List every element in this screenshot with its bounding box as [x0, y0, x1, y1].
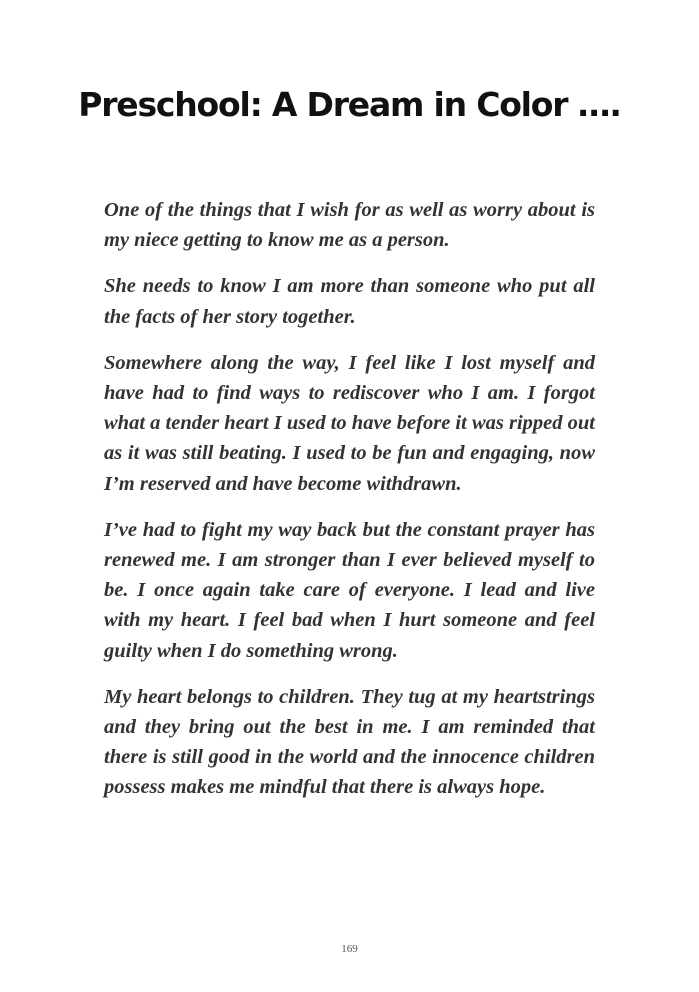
chapter-title: Preschool: A Dream in Color ….	[78, 85, 621, 124]
paragraph-1: One of the things that I wish for as well as worry about is my niece getting to know me as a person.	[104, 199, 595, 252]
paragraph-4: I’ve had to fight my way back but the constant prayer has renewed me. I am stronger than I ever believed myself to be. I once again take care of everyone. I lead and live with my heart. I feel bad when I hurt someone and feel guilty when I do something wrong.	[104, 518, 595, 662]
page-number: 169	[341, 943, 358, 955]
paragraph-2: She needs to know I am more than someone who put all the facts of her story together.	[104, 275, 595, 328]
paragraph-5: My heart belongs to children. They tug at my heartstrings and they bring out the best in me. I am reminded that there is still good in the world and the innocence children possess makes me mindful that there is always hope.	[104, 685, 595, 799]
paragraph-3: Somewhere along the way, I feel like I lost myself and have had to find ways to rediscover who I am. I forgot what a tender heart I used to have before it was ripped out as it was still beating. I used to be fun and engaging, now I’m reserved and have become withdrawn.	[104, 351, 595, 495]
chapter-body	[104, 195, 595, 819]
